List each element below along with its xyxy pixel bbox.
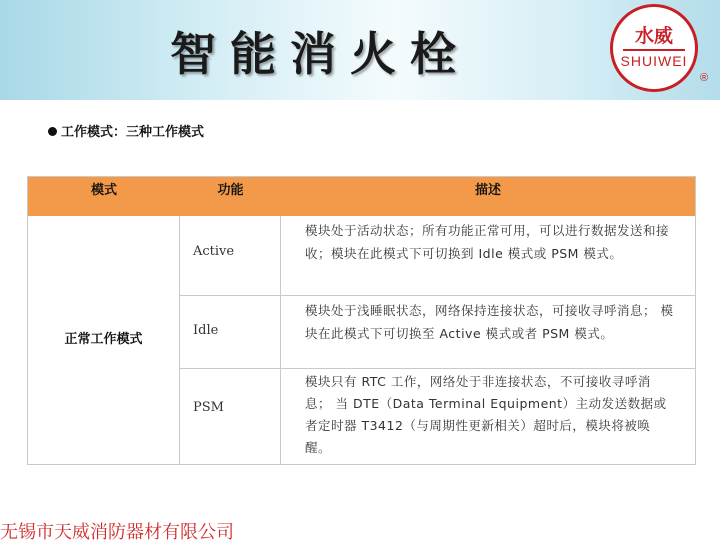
table-row [180,368,695,464]
company-name-footer: 无锡市天威消防器材有限公司 [0,522,234,543]
table-row [180,295,695,368]
registered-mark: ® [700,72,709,84]
header-description: 描述 [474,183,501,198]
function-label: PSM [193,400,224,415]
section-subtitle [48,121,204,140]
logo-divider [623,49,685,51]
bullet-icon [48,127,57,136]
description-cell: 模块处于活动状态；所有功能正常可用，可以进行数据发送和接收；模块在此模式下可切换到 Idle 模式或 PSM 模式。 [305,223,670,261]
modes-table [27,176,696,465]
header-function: 功能 [217,183,244,198]
logo-chinese-text: 水威 [634,25,673,47]
function-label: Idle [193,323,219,338]
description-cell: 模块处于浅睡眠状态，网络保持连接状态，可接收寻呼消息； 模块在此模式下可切换至 Active 模式或者 PSM 模式。 [305,303,674,341]
description-cell: 模块只有 RTC 工作，网络处于非连接状态，不可接收寻呼消息； 当 DTE（Data Terminal Equipment）主动发送数据或者定时器 T3412（与周期性更新相关）超时后，模块将被唤醒。 [305,374,667,455]
company-logo [610,4,698,92]
page-title: 智能消火栓 [170,27,470,81]
mode-cell: 正常工作模式 [28,216,180,464]
function-cell [180,296,281,368]
logo-english-text: SHUIWEI [620,53,688,69]
section-subtitle-text: 工作模式：三种工作模式 [61,125,205,140]
table-row [180,216,695,295]
function-cell [180,369,281,464]
table-header-row [28,177,695,216]
header-mode: 模式 [90,183,117,198]
function-label: Active [193,244,235,259]
function-cell [180,216,281,295]
